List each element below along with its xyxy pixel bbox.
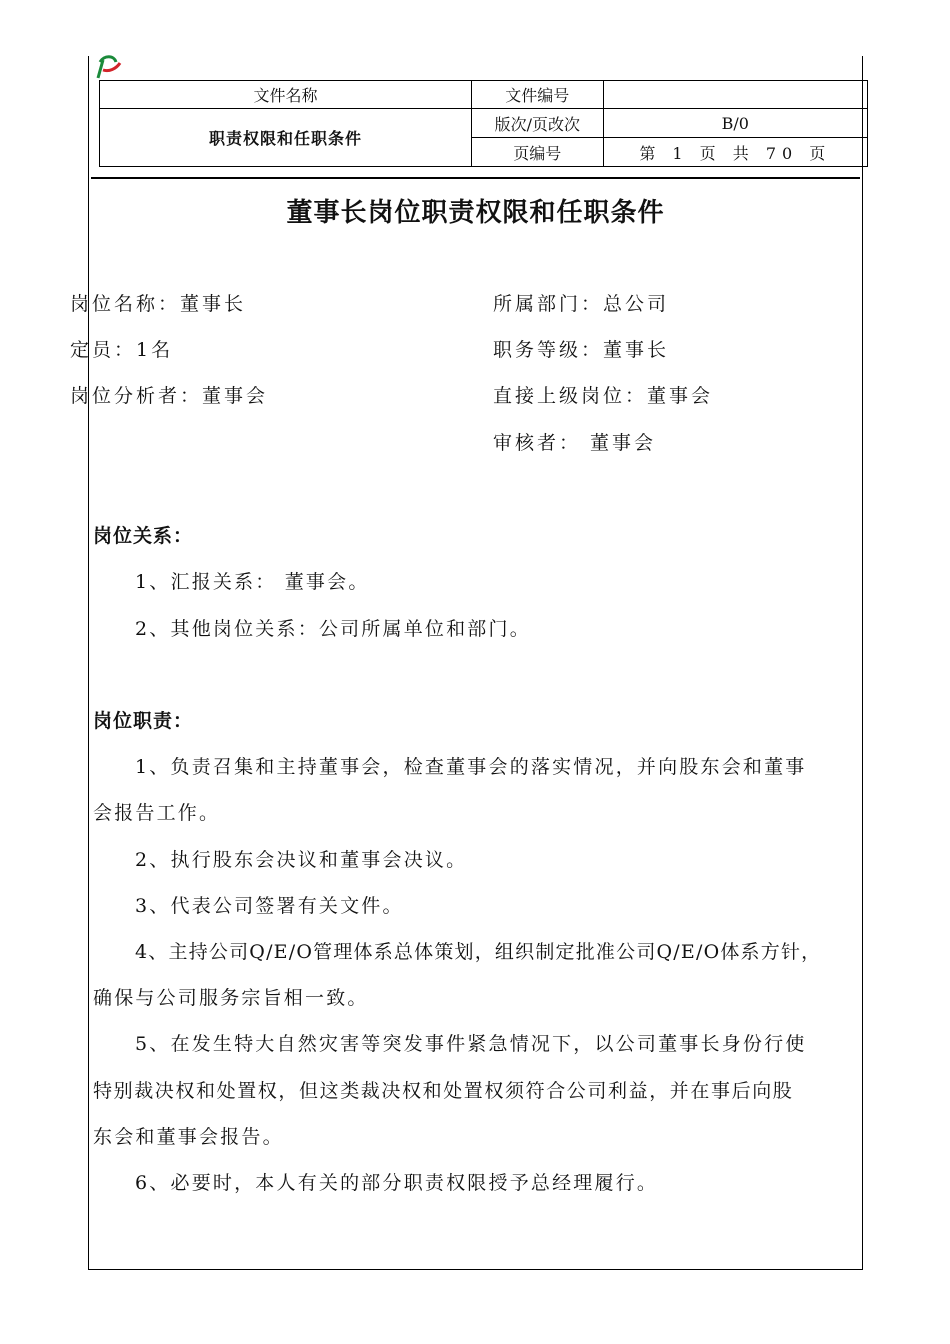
duty-line: 1、负责召集和主持董事会，检查董事会的落实情况，并向股东会和董事 [135,756,807,778]
reviewer-field: 审核者： 董事会 [493,432,657,454]
duty-line: 4、主持公司Q/E/O管理体系总体策划，组织制定批准公司Q/E/O体系方针， [135,941,822,963]
relations-item: 2、其他岗位关系：公司所属单位和部门。 [135,618,531,640]
analyst-field: 岗位分析者：董事会 [70,385,269,407]
company-logo-icon [94,54,122,80]
version-value: B/0 [603,109,867,138]
duties-heading: 岗位职责： [93,710,194,732]
duty-line: 特别裁决权和处置权，但这类裁决权和处置权须符合公司利益，并在事后向股 [93,1080,794,1102]
doc-name-label: 文件名称 [100,81,472,109]
duty-line: 3、代表公司签署有关文件。 [135,895,404,917]
relations-item: 1、汇报关系： 董事会。 [135,571,370,593]
superior-field: 直接上级岗位：董事会 [493,385,714,407]
duty-line: 6、必要时，本人有关的部分职责权限授予总经理履行。 [135,1172,659,1194]
duty-line: 东会和董事会报告。 [93,1126,284,1148]
page-title: 董事长岗位职责权限和任职条件 [286,198,665,228]
page-border-bottom [88,1269,863,1270]
version-label: 版次/页改次 [471,109,603,138]
page-label: 页编号 [471,138,603,167]
header-divider [91,177,860,179]
grade-field: 职务等级：董事长 [493,339,670,361]
document-header-table [99,80,868,167]
headcount-field: 定员：1名 [70,339,174,361]
department-field: 所属部门：总公司 [493,293,670,315]
duty-line: 5、在发生特大自然灾害等突发事件紧急情况下，以公司董事长身份行使 [135,1033,807,1055]
doc-no-value [603,81,867,109]
doc-no-label: 文件编号 [471,81,603,109]
doc-name-value: 职责权限和任职条件 [100,109,472,167]
duty-line: 2、执行股东会决议和董事会决议。 [135,849,468,871]
relations-heading: 岗位关系： [93,525,194,547]
page-border-left [88,56,89,1270]
page-value: 第 1 页 共 70 页 [603,138,867,167]
position-name-field: 岗位名称：董事长 [70,293,247,315]
duty-line: 确保与公司服务宗旨相一致。 [93,987,369,1009]
duty-line: 会报告工作。 [93,802,221,824]
